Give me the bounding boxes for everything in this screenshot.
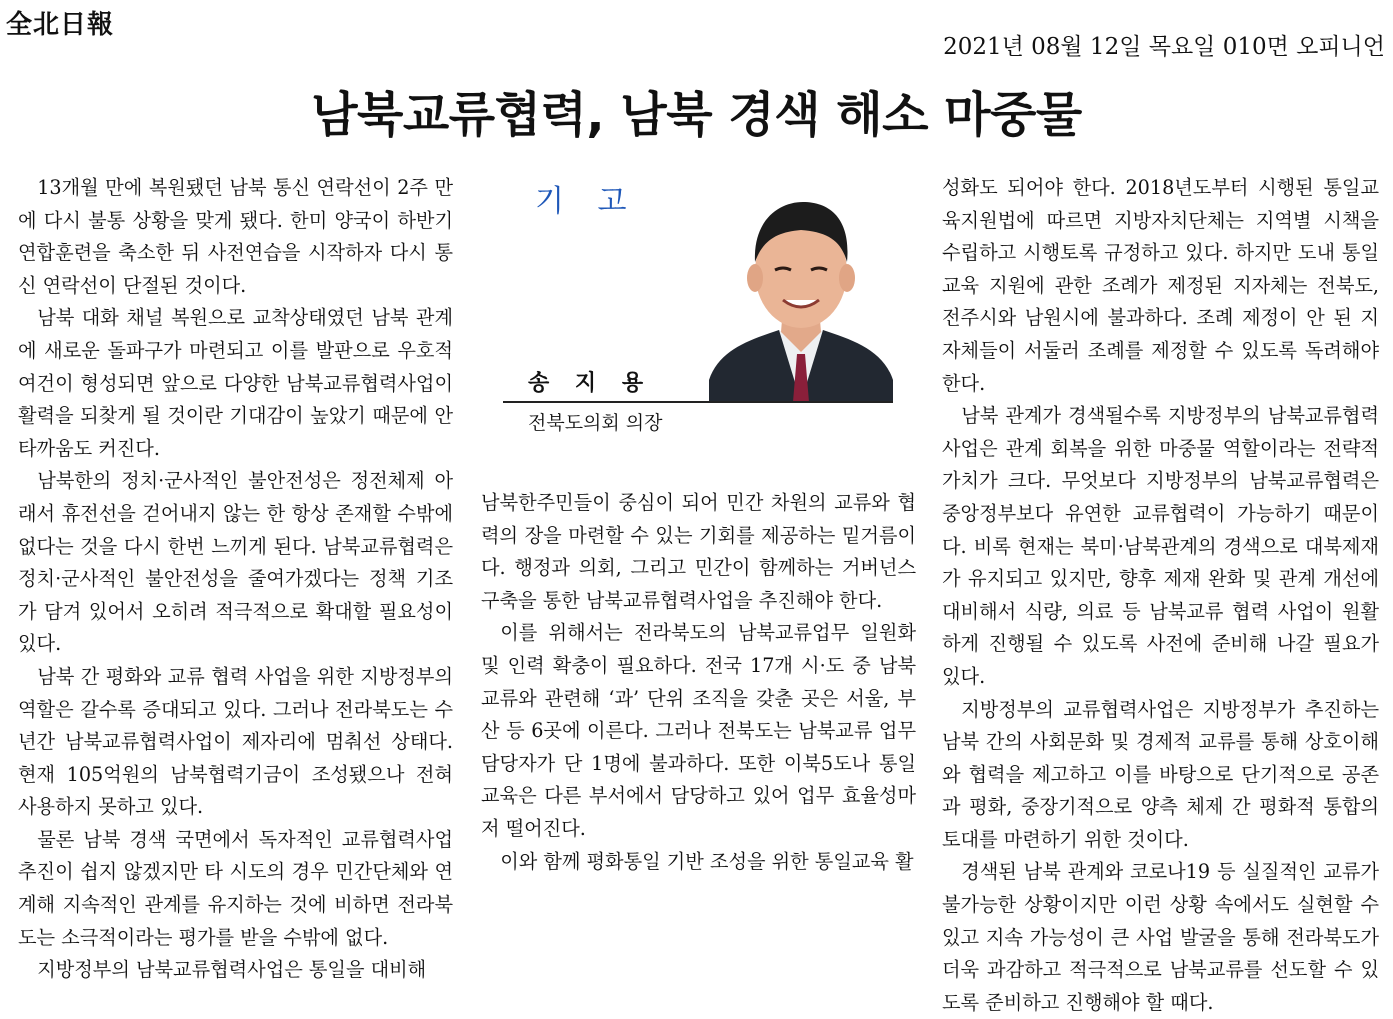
article-paragraph: 물론 남북 경색 국면에서 독자적인 교류협력사업 추진이 쉽지 않겠지만 타 시도의 경우 민간단체와 연계해 지속적인 관계를 유지하는 것에 비하면 전라북도는 소극적이라는 평가를 받을 수밖에 없다. [18, 827, 453, 949]
newspaper-logo: 全北日報 [6, 10, 115, 40]
article-headline: 남북교류협력, 남북 경색 해소 마중물 [311, 87, 1082, 143]
article-column-3 [942, 172, 1379, 1014]
article-paragraph: 경색된 남북 관계와 코로나19 등 실질적인 교류가 불가능한 상황이지만 이런 상황 속에서도 실현할 수 있고 지속 가능성이 큰 사업 발굴을 통해 전라북도가 더욱 과감하고 적극적으로 남북교류를 선도할 수 있도록 준비하고 진행해야 할 때다. [942, 860, 1379, 1014]
article-paragraph: 남북 간 평화와 교류 협력 사업을 위한 지방정부의 역할은 갈수록 증대되고 있다. 그러나 전라북도는 수년간 남북교류협력사업이 제자리에 멈춰선 상태다. 현재 105억원의 남북협력기금이 조성됐으나 전혀 사용하지 못하고 있다. [18, 664, 453, 819]
author-title: 전북도의회 의장 [528, 412, 663, 434]
article-paragraph: 남북한주민들이 중심이 되어 민간 차원의 교류와 협력의 장을 마련할 수 있는 기회를 제공하는 밑거름이다. 행정과 의회, 그리고 민간이 함께하는 거버넌스 구축을 통한 남북교류협력사업을 추진해야 한다. [481, 491, 916, 612]
author-photo [709, 180, 893, 402]
author-name: 송 지 용 [528, 371, 653, 396]
article-column-1 [18, 172, 453, 982]
article-paragraph: 지방정부의 남북교류협력사업은 통일을 대비해 [37, 958, 427, 982]
contribution-tag: 기 고 [535, 184, 639, 219]
article-paragraph: 지방정부의 교류협력사업은 지방정부가 추진하는 남북 간의 사회문화 및 경제적 교류를 통해 상호이해와 협력을 제고하고 이를 바탕으로 단기적으로 공존과 평화, 중장기적으로 양측 체제 간 평화적 통합의 토대를 마련하기 위한 것이다. [942, 697, 1379, 851]
article-paragraph: 남북한의 정치·군사적인 불안전성은 정전체제 아래서 휴전선을 걷어내지 않는 한 항상 존재할 수밖에 없다는 것을 다시 한번 느끼게 된다. 남북교류협력은 정치·군사적인 불안전성을 줄여가겠다는 정책 기조가 담겨 있어서 오히려 적극적으로 확대할 필요성이 있다. [18, 469, 453, 656]
article-paragraph: 성화도 되어야 한다. 2018년도부터 시행된 통일교육지원법에 따르면 지방자치단체는 지역별 시책을 수립하고 시행토록 규정하고 있다. 하지만 도내 통일교육 지원에 관한 조례가 제정된 지자체는 전북도, 전주시와 남원시에 불과하다. 조례 제정이 안 된 지자체들이 서둘러 조례를 제정할 수 있도록 독려해야 한다. [942, 176, 1379, 395]
article-paragraph: 남북 대화 채널 복원으로 교착상태였던 남북 관계에 새로운 돌파구가 마련되고 이를 발판으로 우호적 여건이 형성되면 앞으로 다양한 남북교류협력사업이 활력을 되찾게 될 것이란 기대감이 높았기 때문에 안타까움도 커진다. [18, 306, 453, 460]
article-paragraph: 남북 관계가 경색될수록 지방정부의 남북교류협력사업은 관계 회복을 위한 마중물 역할이라는 전략적 가치가 크다. 무엇보다 지방정부의 남북교류협력은 중앙정부보다 유연한 교류협력이 가능하기 때문이다. 비록 현재는 북미·남북관계의 경색으로 대북제재가 유지되고 있지만, 향후 제재 완화 및 관계 개선에 대비해서 식량, 의료 등 남북교류 협력 사업이 원활하게 진행될 수 있도록 사전에 준비해 나갈 필요가 있다. [942, 404, 1379, 688]
article-column-2 [481, 487, 916, 873]
article-paragraph: 이와 함께 평화통일 기반 조성을 위한 통일교육 활 [500, 849, 914, 873]
article-paragraph: 이를 위해서는 전라북도의 남북교류업무 일원화 및 인력 확충이 필요하다. 전국 17개 시·도 중 남북교류와 관련해 ‘과’ 단위 조직을 갖춘 곳은 서울, 부산 등 6곳에 이른다. 그러나 전북도는 남북교류 업무담당자가 단 1명에 불과하다. 또한 이북5도나 통일교육은 다른 부서에서 담당하고 있어 업무 효율성마저 떨어진다. [481, 621, 916, 840]
article-paragraph: 13개월 만에 복원됐던 남북 통신 연락선이 2주 만에 다시 불통 상황을 맞게 됐다. 한미 양국이 하반기 연합훈련을 축소한 뒤 사전연습을 시작하자 다시 통신 연락선이 단절된 것이다. [18, 176, 453, 297]
issue-date-section: 2021년 08월 12일 목요일 010면 오피니언 [943, 34, 1385, 60]
byline-divider [503, 401, 893, 403]
